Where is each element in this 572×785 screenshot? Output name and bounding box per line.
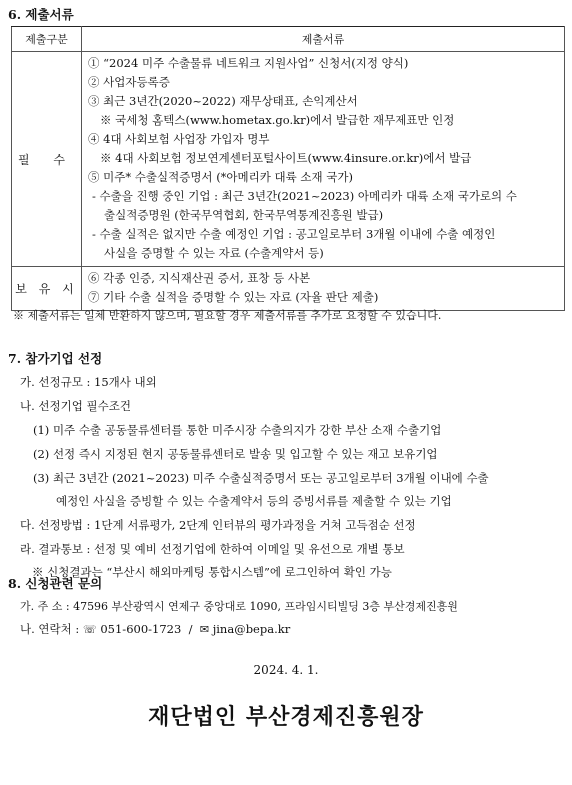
condition-2: (2) 선정 즉시 지정된 현지 공동물류센터로 발송 및 입고할 수 있는 재고 보유기업 (33, 447, 438, 461)
optional-label: 보 유 시 (12, 267, 82, 311)
list-item: ※ 국세청 홈텍스(www.hometax.go.kr)에서 발급한 재무제표만 인정 (100, 113, 455, 127)
required-docs-list (82, 52, 565, 267)
list-item: 출실적증명원 (한국무역협회, 한국무역통계진흥원 발급) (104, 208, 384, 222)
mail-icon: ✉ (199, 623, 210, 636)
list-item: ⑤ 미주* 수출실적증명서 (*아메리카 대륙 소재 국가) (88, 170, 353, 184)
email-address[interactable]: jina@bepa.kr (212, 622, 291, 636)
selection-method: 다. 선정방법 : 1단계 서류평가, 2단계 인터뷰의 평가과정을 거쳐 고득점순 선정 (20, 518, 416, 532)
list-item: ⑥ 각종 인증, 지식재산권 증서, 표창 등 사본 (88, 271, 311, 285)
contact-prefix: 나. 연락처 : (20, 622, 80, 636)
header-docs: 제출서류 (82, 27, 565, 52)
phone-number: 051-600-1723 (100, 622, 182, 636)
header-category: 제출구분 (12, 27, 82, 52)
selection-scale: 가. 선정규모 : 15개사 내외 (20, 375, 157, 389)
condition-1: (1) 미주 수출 공동물류센터를 통한 미주시장 수출의지가 강한 부산 소재 수출기업 (33, 423, 442, 437)
list-item: 사실을 증명할 수 있는 자료 (수출계약서 등) (104, 246, 324, 260)
address-line: 가. 주 소 : 47596 부산광역시 연제구 중앙대로 1090, 프라임시티빌딩 3층 부산경제진흥원 (20, 600, 458, 613)
list-item: ② 사업자등록증 (88, 75, 170, 89)
document-date: 2024. 4. 1. (253, 663, 319, 677)
required-label: 필 수 (12, 52, 82, 267)
list-item: - 수출을 진행 중인 기업 : 최근 3년간(2021~2023) 아메리카 대륙 소재 국가로의 수 (92, 189, 517, 203)
contact-line (20, 621, 290, 637)
list-item: ④ 4대 사회보험 사업장 가입자 명부 (88, 132, 270, 146)
section-6-title: 6. 제출서류 (8, 7, 74, 22)
submission-docs-table (11, 26, 565, 311)
selection-conditions: 나. 선정기업 필수조건 (20, 399, 131, 413)
section-8-title: 8. 신청관련 문의 (8, 576, 103, 591)
result-note: ※ 신청결과는 “부산시 해외마케팅 통합시스템”에 로그인하여 확인 가능 (32, 565, 392, 579)
submission-note: ※ 제출서류는 일체 반환하지 않으며, 필요할 경우 제출서류를 추가로 요청할 수 있습니다. (13, 309, 442, 322)
list-item: ※ 4대 사회보험 정보연계센터포털사이트(www.4insure.or.kr)에서 발급 (100, 151, 472, 165)
list-item: ③ 최근 3년간(2020~2022) 재무상태표, 손익계산서 (88, 94, 358, 108)
condition-3: (3) 최근 3년간 (2021~2023) 미주 수출실적증명서 또는 공고일로부터 3개월 이내에 수출 (33, 471, 489, 485)
list-item: - 수출 실적은 없지만 수출 예정인 기업 : 공고일로부터 3개월 이내에 수출 예정인 (92, 227, 496, 241)
list-item: ① “2024 미주 수출물류 네트워크 지원사업” 신청서(지정 양식) (88, 56, 409, 70)
phone-icon: ☏ (82, 623, 97, 636)
list-item: ⑦ 기타 수출 실적을 증명할 수 있는 자료 (자율 판단 제출) (88, 290, 379, 304)
condition-3-cont: 예정인 사실을 증빙할 수 있는 수출계약서 등의 증빙서류를 제출할 수 있는 기업 (56, 494, 452, 508)
optional-docs-list (82, 267, 565, 311)
result-notice: 라. 결과통보 : 선정 및 예비 선정기업에 한하여 이메일 및 유선으로 개별 통보 (20, 542, 405, 556)
separator: / (188, 622, 193, 636)
issuer-name: 재단법인 부산경제진흥원장 (148, 704, 424, 730)
section-7-title: 7. 참가기업 선정 (8, 351, 103, 366)
